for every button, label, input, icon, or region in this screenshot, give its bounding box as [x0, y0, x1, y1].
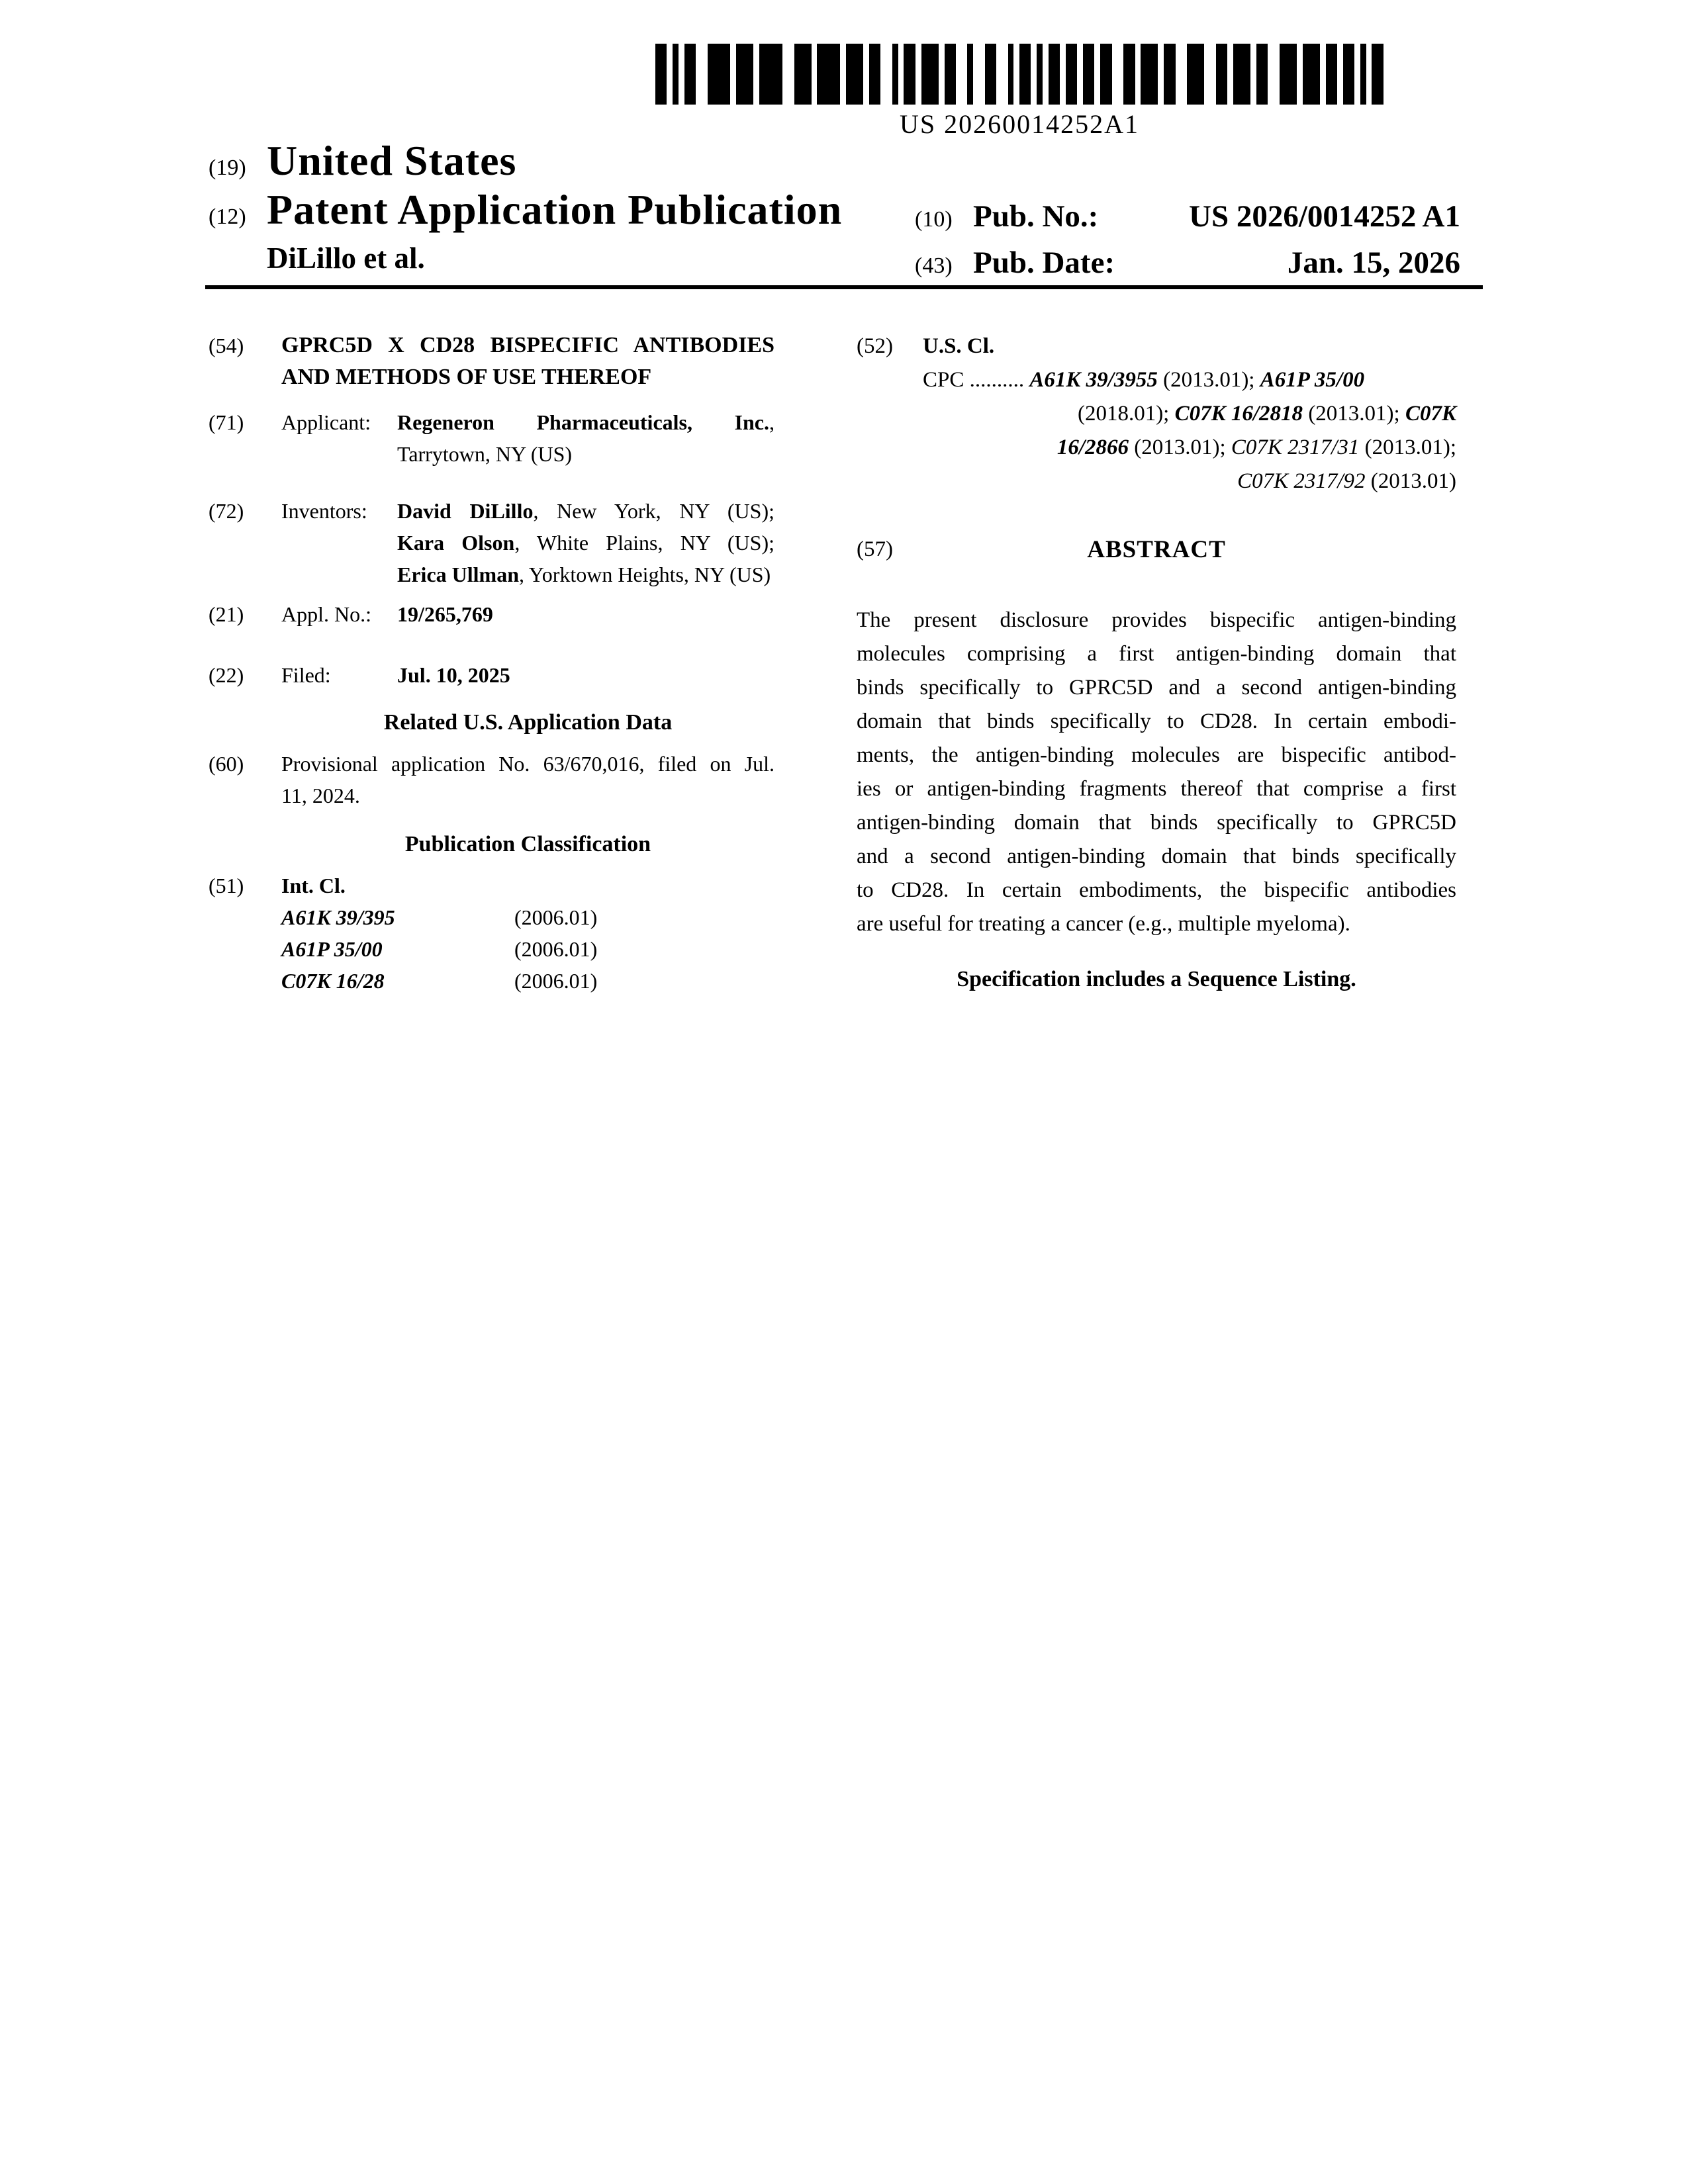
pub-date-label: Pub. Date: [973, 246, 1115, 280]
inventor-item [397, 559, 774, 590]
publication-classification-heading: Publication Classification [404, 832, 651, 856]
abstract-line: ments, the antigen-binding molecules are bispecific antibod- [857, 743, 1456, 767]
document-kind-num: (12) [209, 205, 246, 229]
invention-title-section [209, 330, 774, 393]
int-cl-row [281, 901, 774, 933]
filed-value: Jul. 10, 2025 [397, 663, 510, 687]
provisional-section [209, 748, 774, 811]
abstract-line: domain that binds specifically to CD28. In certain embodi- [857, 709, 1456, 733]
inventors-list [397, 495, 774, 590]
cpc-version: (2018.01); [1077, 402, 1170, 426]
int-cl-code: A61P 35/00 [281, 937, 383, 961]
pub-date-num: (43) [915, 253, 953, 278]
int-cl-version: (2006.01) [514, 905, 598, 929]
inventor-location: , Yorktown Heights, NY (US) [518, 563, 771, 586]
pub-date-row [915, 245, 1460, 281]
int-cl-field-num: (51) [209, 874, 244, 897]
inventors-section [209, 495, 774, 590]
cpc-classifications [923, 363, 1456, 498]
inventors-label: Inventors: [281, 499, 367, 523]
provisional-line1: Provisional application No. 63/670,016, filed on Jul. [281, 752, 774, 776]
cpc-line [923, 431, 1456, 465]
header-divider [205, 285, 1483, 289]
filed-section [209, 659, 774, 691]
int-cl-row [281, 965, 774, 997]
filed-label: Filed: [281, 663, 331, 687]
cpc-line [923, 465, 1456, 498]
filed-field-num: (22) [209, 663, 244, 687]
inventor-name: Erica Ullman [397, 563, 519, 586]
int-cl-row [281, 933, 774, 965]
inventors-field-num: (72) [209, 499, 244, 523]
cpc-line [923, 397, 1456, 431]
abstract-line: antigen-binding domain that binds specifically to GPRC5D [857, 811, 1456, 835]
int-cl-version: (2006.01) [514, 937, 598, 961]
applicant-value [397, 406, 774, 470]
abstract-field-num: (57) [857, 537, 893, 561]
related-data-heading: Related U.S. Application Data [383, 710, 673, 735]
applicant-name: Regeneron Pharmaceuticals, Inc. [397, 410, 769, 434]
pub-no-num: (10) [915, 207, 953, 232]
cpc-version: (2013.01) [1370, 469, 1456, 493]
inventor-name: Kara Olson [397, 531, 515, 555]
pub-date-value: Jan. 15, 2026 [1287, 246, 1460, 280]
inventor-location: , White Plains, NY (US); [514, 531, 775, 555]
appl-no-label: Appl. No.: [281, 602, 371, 626]
header-left [209, 136, 842, 275]
cpc-leader-dots: .......... [969, 368, 1025, 392]
invention-title [281, 330, 774, 393]
right-column [857, 330, 1456, 996]
cpc-code: A61K 39/3955 [1029, 368, 1158, 392]
header-right [915, 199, 1460, 281]
abstract-line: molecules comprising a first antigen-binding domain that [857, 642, 1456, 666]
abstract-section-heading [857, 533, 1456, 567]
applicant-section [209, 406, 774, 470]
title-field-num: (54) [209, 334, 244, 357]
int-cl-code: C07K 16/28 [281, 969, 385, 993]
int-cl-label: Int. Cl. [281, 874, 346, 897]
barcode [655, 44, 1383, 140]
int-cl-section [209, 870, 774, 997]
inventor-item [397, 495, 774, 527]
appl-no-value: 19/265,769 [397, 602, 493, 626]
abstract-line: are useful for treating a cancer (e.g., multiple myeloma). [857, 912, 1350, 936]
pub-no-value: US 2026/0014252 A1 [1189, 199, 1460, 234]
cpc-code: A61P 35/00 [1260, 368, 1365, 392]
applicant-field-num: (71) [209, 410, 244, 434]
provisional-field-num: (60) [209, 752, 244, 776]
inventor-name: David DiLillo [397, 499, 534, 523]
cpc-code: C07K 2317/31 [1231, 435, 1360, 459]
abstract-line: The present disclosure provides bispecific antigen-binding [857, 608, 1456, 632]
us-cl-field-num: (52) [857, 334, 893, 358]
invention-title-line2: AND METHODS OF USE THEREOF [281, 365, 652, 389]
inventor-item [397, 527, 774, 559]
first-named-inventor: DiLillo et al. [267, 242, 425, 275]
invention-title-line1: GPRC5D X CD28 BISPECIFIC ANTIBODIES [281, 333, 774, 357]
inventor-location: , New York, NY (US); [533, 499, 775, 523]
abstract-line: binds specifically to GPRC5D and a second antigen-binding [857, 676, 1456, 700]
appl-no-section [209, 598, 774, 630]
country-code-num: (19) [209, 156, 246, 180]
sequence-listing-note: Specification includes a Sequence Listing. [957, 967, 1356, 991]
abstract-line: ies or antigen-binding fragments thereof that comprise a first [857, 777, 1456, 801]
int-cl-code: A61K 39/395 [281, 905, 395, 929]
cpc-version: (2013.01); [1308, 402, 1400, 426]
cpc-code: C07K [1405, 402, 1456, 426]
cpc-line [923, 363, 1456, 397]
provisional-line2: 11, 2024. [281, 784, 360, 807]
applicant-name-comma: , [769, 410, 774, 434]
barcode-text: US 20260014252A1 [899, 109, 1140, 139]
cpc-version: (2013.01); [1364, 435, 1456, 459]
int-cl-version: (2006.01) [514, 969, 598, 993]
country-name: United States [267, 137, 517, 184]
us-cl-section [857, 330, 1456, 498]
applicant-city: Tarrytown, NY (US) [397, 442, 573, 466]
us-cl-label: U.S. Cl. [923, 334, 995, 358]
abstract-text [857, 604, 1456, 941]
pub-no-label: Pub. No.: [973, 199, 1099, 234]
cpc-version: (2013.01); [1134, 435, 1226, 459]
abstract-line: to CD28. In certain embodiments, the bispecific antibodies [857, 878, 1456, 902]
cpc-code: 16/2866 [1056, 435, 1129, 459]
abstract-line: and a second antigen-binding domain that binds specifically [857, 844, 1456, 868]
pub-no-row [915, 199, 1460, 234]
left-column [209, 330, 774, 997]
applicant-label: Applicant: [281, 410, 371, 434]
cpc-prefix: CPC [923, 368, 964, 392]
abstract-heading: ABSTRACT [1087, 536, 1226, 563]
barcode-image [655, 44, 1383, 105]
cpc-code: C07K 16/2818 [1174, 402, 1303, 426]
document-kind: Patent Application Publication [267, 186, 843, 233]
cpc-code: C07K 2317/92 [1237, 469, 1366, 493]
appl-no-field-num: (21) [209, 602, 244, 626]
cpc-version: (2013.01); [1163, 368, 1255, 392]
